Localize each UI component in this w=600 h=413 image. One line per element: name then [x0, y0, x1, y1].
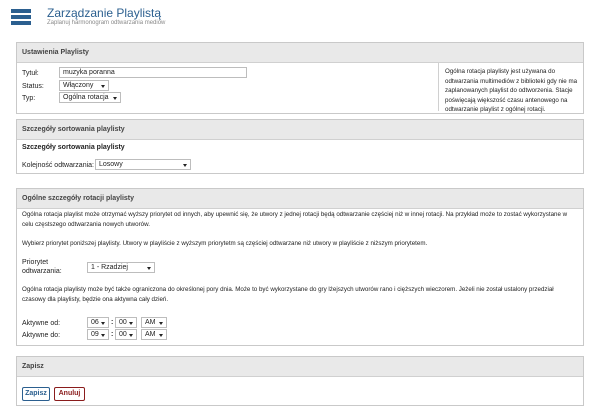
type-select[interactable] — [59, 92, 121, 103]
title-input[interactable]: muzyka poranna — [59, 67, 247, 78]
settings-panel — [16, 42, 584, 114]
chevron-down-icon — [129, 322, 133, 325]
priority-label-line1: Priorytet — [22, 259, 49, 266]
chevron-down-icon — [159, 334, 163, 337]
active-from-hour-value: 06 — [91, 319, 99, 326]
active-to-ampm-value: AM — [145, 331, 156, 338]
rotation-info-text: Ogólna rotacja playlisty jest używana do odtwarzania multimediów z biblioteki gdy nie ma zaplanowanych playlist do odtworzenia. Stacje poświęcają większość czasu antenowego na odtwarzanie playlist z ogólnej rotacji. — [438, 63, 584, 111]
chevron-down-icon — [129, 334, 133, 337]
type-label: Typ: — [22, 95, 36, 102]
chevron-down-icon — [147, 267, 151, 270]
play-order-label: Kolejność odtwarzania: — [22, 162, 94, 169]
play-order-select[interactable] — [95, 159, 191, 170]
active-to-hour-value: 09 — [91, 331, 99, 338]
save-panel — [16, 356, 584, 406]
rotation-panel — [16, 188, 584, 346]
chevron-down-icon — [113, 97, 117, 100]
time-separator: : — [111, 319, 114, 326]
cancel-button[interactable]: Anuluj — [54, 387, 85, 401]
play-order-value: Losowy — [99, 161, 123, 168]
active-from-minute[interactable] — [115, 317, 137, 328]
active-from-minute-value: 00 — [119, 319, 127, 326]
active-to-hour[interactable] — [87, 329, 109, 340]
active-from-ampm-value: AM — [145, 319, 156, 326]
chevron-down-icon — [101, 334, 105, 337]
save-heading: Zapisz — [17, 357, 583, 377]
priority-label-line2: odtwarzania: — [22, 268, 62, 275]
sorting-panel — [16, 119, 584, 174]
active-from-label: Aktywne od: — [22, 320, 61, 327]
rotation-heading: Ogólne szczegóły rotacji playlisty — [17, 189, 583, 209]
rotation-paragraph-3: Ogólna rotacja playlisty może być także ograniczona do określonej pory dnia. Może to być wykorzystane do gry lżejszych utworów rano i cięższych wieczorem. Jeżeli nie został ustalony przedział czasowy dla playlisty, będzie ona aktywna cały dzień. — [22, 286, 554, 303]
chevron-down-icon — [159, 322, 163, 325]
rotation-paragraph-1: Ogólna rotacja playlist może otrzymać wyższy priorytet od innych, aby upewnić się, że utwory z jednej rotacji będą odtwarzanie częściej niż w innej rotacji. Na przykład może to zostać wykorzystane w celu częstszego odtwarzania nowych utworów. — [22, 211, 568, 228]
page-header — [0, 0, 600, 30]
type-select-value: Ogólna rotacja — [63, 94, 109, 101]
settings-heading: Ustawienia Playlisty — [17, 43, 583, 63]
status-label: Status: — [22, 83, 44, 90]
active-from-hour[interactable] — [87, 317, 109, 328]
sorting-heading: Szczegóły sortowania playlisty — [17, 120, 583, 140]
title-label: Tytuł: — [22, 70, 39, 77]
priority-select[interactable] — [87, 262, 155, 273]
time-separator: : — [111, 331, 114, 338]
active-to-minute-value: 00 — [119, 331, 127, 338]
page-subtitle: Zaplanuj harmonogram odtwarzania mediów — [47, 20, 166, 26]
active-to-ampm[interactable] — [141, 329, 167, 340]
rotation-paragraph-2: Wybierz priorytet poniższej playlisty. Utwory w playliście z wyższym priorytetm są częściej odtwarzane niż utwory w playliście z niższym priorytetem. — [22, 240, 428, 247]
priority-value: 1 - Rzadziej — [91, 264, 128, 271]
status-select[interactable] — [59, 80, 109, 91]
active-from-ampm[interactable] — [141, 317, 167, 328]
active-to-label: Aktywne do: — [22, 332, 61, 339]
list-icon — [11, 9, 31, 25]
chevron-down-icon — [101, 85, 105, 88]
page-title: Zarządzanie Playlistą — [47, 6, 162, 20]
status-select-value: Włączony — [63, 82, 94, 89]
chevron-down-icon — [101, 322, 105, 325]
active-to-minute[interactable] — [115, 329, 137, 340]
save-button[interactable]: Zapisz — [22, 387, 50, 401]
sorting-subheading: Szczegóły sortowania playlisty — [22, 144, 125, 151]
chevron-down-icon — [183, 164, 187, 167]
